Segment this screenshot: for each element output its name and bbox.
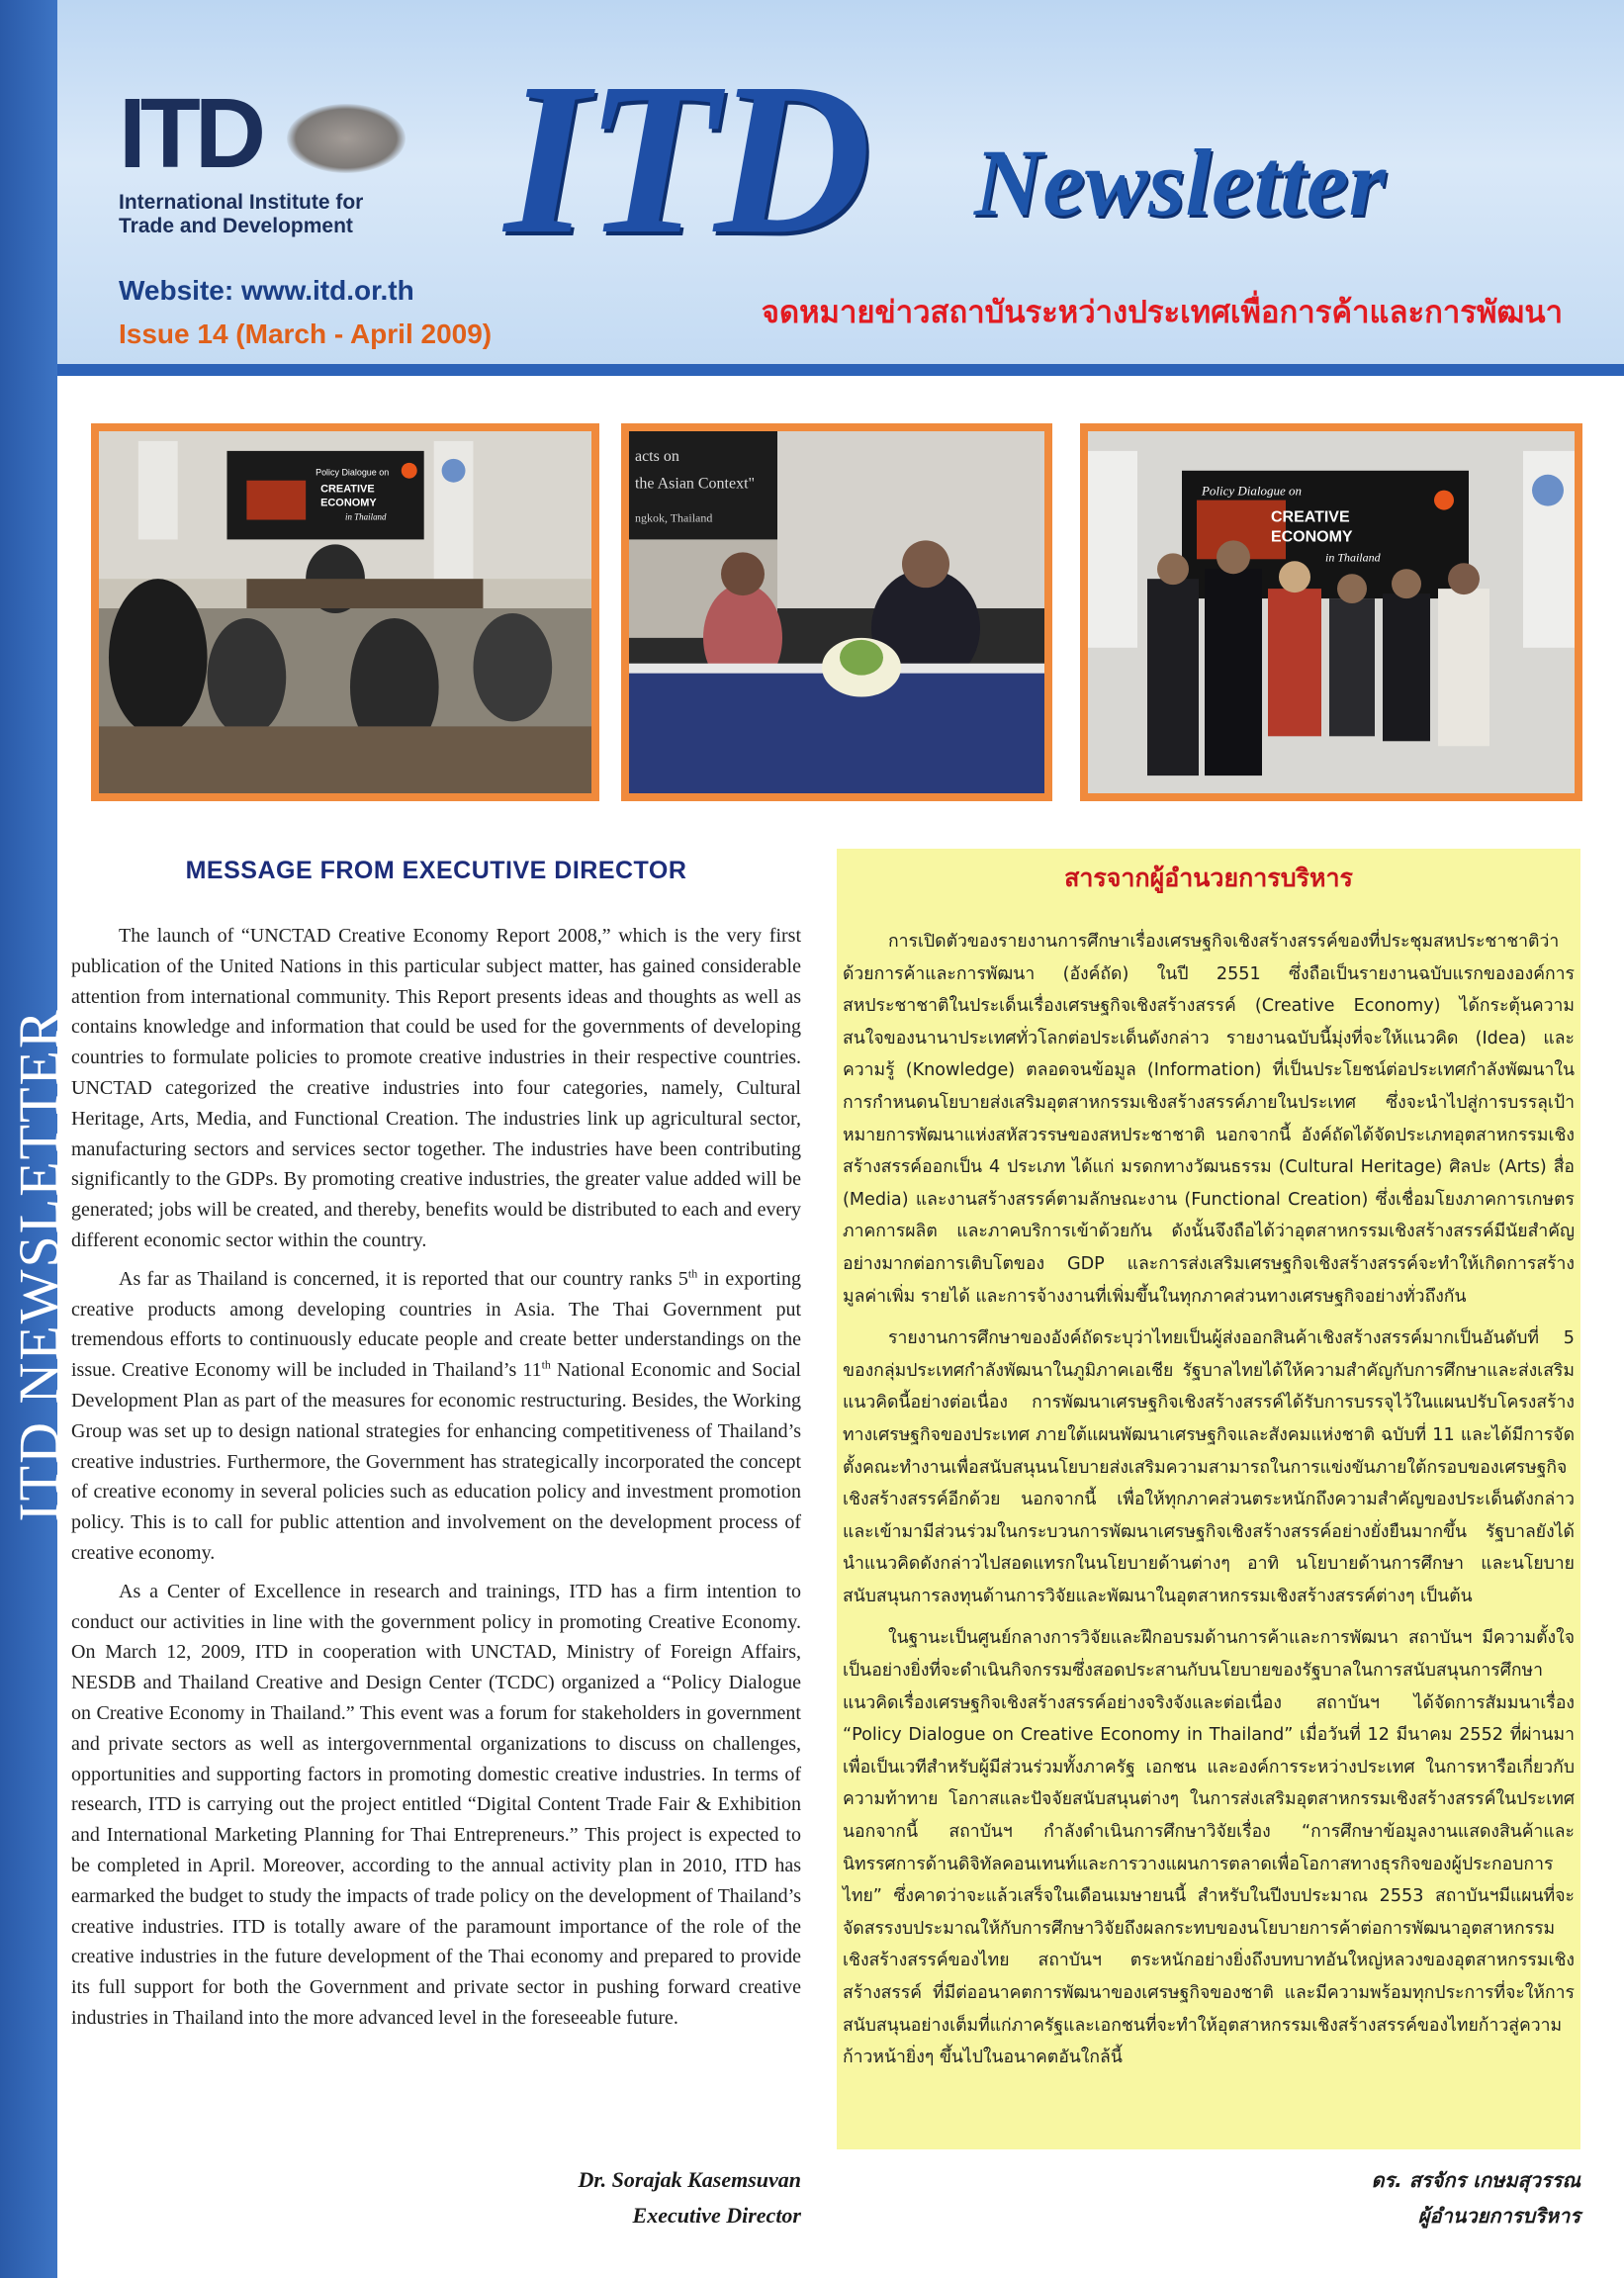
banner-text-2: CREATIVE [320,483,375,496]
banner-text-3: ngkok, Thailand [635,510,713,525]
thai-signature [837,2162,1580,2233]
banner-text-3: ECONOMY [320,497,377,509]
english-paragraph-1: The launch of “UNCTAD Creative Economy Report 2008,” which is the very first publication of the United Nations in this particular subject matter, has gained considerable attention from international community. This Report presents ideas and thoughts as well as contains knowledge and information that could be used for the governments of developing countries to formulate policies to promote creative industries in their respective countries. UNCTAD categorized the creative industries into four categories, namely, Cultural Heritage, Arts, Media, and Functional Creation. The industries link up agricultural sector, manufacturing sectors and services sector together. The industries have been contributing significantly to the GDPs. By promoting creative industries, the greater value added will be generated; jobs will be created, and thereby, benefits would be distributed to each and every different economic sector within the country. [71,925,801,1251]
english-paragraph-2 [71,1264,801,1569]
banner-text-2: CREATIVE [1271,508,1350,526]
banner-text-4: in Thailand [1325,550,1381,565]
event-photo-audience [91,423,599,801]
english-signature [71,2162,801,2233]
english-paragraph-3: As a Center of Excellence in research and trainings, ITD has a firm intention to conduct our activities in line with the government policy in promoting Creative Economy. On March 12, 2009, ITD in cooperation with UNCTAD, Ministry of Foreign Affairs, NESDB and Thailand Creative and Design Center (TCDC) organized a “Policy Dialogue on Creative Economy in Thailand.” This event was a forum for stakeholders in government and private sectors as well as intergovernmental organizations to discuss on challenges, opportunities and supporting factors in promoting domestic creative industries. In terms of research, ITD is carrying out the project entitled “Digital Content Trade Fair & Exhibition and International Marketing Planning for Thai Entrepreneurs.” This project is expected to be completed in April. Moreover, according to the annual activity plan in 2010, ITD has earmarked the budget to study the impacts of trade policy on the development of Thailand’s creative industries. ITD is totally aware of the paramount importance of the role of the creative industries in the future development of the Thai economy and prepared to provide its full support for both the Government and private sector in pushing forward creative industries in Thailand into the more advanced level in the foreseeable future. [71,1580,801,2029]
english-paragraph-2-part-c: National Economic and Social Development Plan as part of the measures for economic restructuring. Besides, the Working Group was set up to design national strategies for enhancing competitiveness of Thailand’s creative industries. Furthermore, the Government has strategically incorporated the concept of creative economy in several policies such as education policy and investment promotion policy. This is to call for public attention and involvement on the development process of creative economy. [71,1359,801,1564]
thai-signature-title: ผู้อำนวยการบริหาร [1417,2204,1580,2228]
sidebar-band [0,0,71,2278]
photo-scene-audience [99,431,591,793]
banner-text-1: acts on [635,447,679,465]
banner-text-4: in Thailand [345,511,387,522]
masthead-newsletter: Newsletter [974,130,1386,235]
english-paragraph-2-part-b: in exporting creative products among developing countries in Asia. The Thai Government put tremendous efforts to continuously educate people and create better understandings on the issue. Creative Economy will be included in Thailand’s 11 [71,1267,801,1382]
banner-text-1: Policy Dialogue on [1202,483,1303,499]
event-photo-panel [621,423,1052,801]
english-paragraph-2-part-a: As far as Thailand is concerned, it is reported that our country ranks 5 [119,1267,688,1290]
banner-text-3: ECONOMY [1271,528,1353,546]
banner-text-1: Policy Dialogue on [316,467,390,478]
thai-message-column [837,849,1580,2149]
sidebar-vertical-title: ITD NEWSLETTER [7,1008,71,1522]
thai-heading: สารจากผู้อำนวยการบริหาร [1064,864,1353,892]
photo-scene-panel [629,431,1044,793]
english-signature-name: Dr. Sorajak Kasemsuvan [578,2167,801,2192]
thai-masthead-title: จดหมายข่าวสถาบันระหว่างประเทศเพื่อการค้าและการพัฒนา [761,295,1563,330]
logo-swirl-graphic [287,104,406,173]
itd-logo [119,78,415,242]
logo-mark-text: ITD [119,78,261,189]
thai-paragraph-1: การเปิดตัวของรายงานการศึกษาเรื่องเศรษฐกิจเชิงสร้างสรรค์ของที่ประชุมสหประชาชาติว่าด้วยการค้าและการพัฒนา (อังค์ถัด) ในปี 2551 ซึ่งถือเป็นรายงานฉบับแรกขององค์การสหประชาชาติในประเด็นเรื่องเศรษฐกิจเชิงสร้างสรรค์ (Creative Economy) ได้กระตุ้นความสนใจของนานาประเทศทั่วโลกต่อประเด็นดังกล่าว รายงานฉบับนี้มุ่งที่จะให้แนวคิด (Idea) และความรู้ (Knowledge) ตลอดจนข้อมูล (Information) ที่เป็นประโยชน์ต่อประเทศกำลังพัฒนาในการกำหนดนโยบายส่งเสริมอุตสาหกรรมเชิงสร้างสรรค์ภายในประเทศ ซึ่งจะนำไปสู่การบรรลุเป้าหมายการพัฒนาแห่งสหัสวรรษของสหประชาชาติ นอกจากนี้ อังค์ถัดได้จัดประเภทอุตสาหกรรมเชิงสร้างสรรค์ออกเป็น 4 ประเภท ได้แก่ มรดกทางวัฒนธรรม (Cultural Heritage) ศิลปะ (Arts) สื่อ (Media) และงานสร้างสรรค์ตามลักษณะงาน (Functional Creation) ซึ่งเชื่อมโยงภาคการเกษตร ภาคการผลิต และภาคบริการเข้าด้วยกัน ดังนั้นจึงถือได้ว่าอุตสาหกรรมเชิงสร้างสรรค์มีนัยสำคัญอย่างมากต่อการเติบโตของ GDP และการส่งเสริมเศรษฐกิจเชิงสร้างสรรค์จะทำให้เกิดการสร้างมูลค่าเพิ่ม รายได้ และการจ้างงานที่เพิ่มขึ้นในทุกภาคส่วนทางเศรษฐกิจอย่างทั่วถึงกัน [843,932,1575,1307]
masthead-itd: ITD [504,38,867,279]
logo-subtitle-line-1: International Institute for [119,191,364,214]
english-message-column [71,857,801,2042]
logo-subtitle [119,191,363,238]
website-line: Website: www.itd.or.th [119,275,414,306]
event-photo-group [1080,423,1582,801]
thai-signature-name: ดร. สรจักร เกษมสุวรรณ [1371,2168,1580,2192]
logo-subtitle-line-2: Trade and Development [119,215,353,237]
thai-paragraph-2: รายงานการศึกษาของอังค์ถัดระบุว่าไทยเป็นผู้ส่งออกสินค้าเชิงสร้างสรรค์มากเป็นอันดับที่ 5 ของกลุ่มประเทศกำลังพัฒนาในภูมิภาคเอเชีย รัฐบาลไทยได้ให้ความสำคัญกับการศึกษาและส่งเสริมแนวคิดนี้อย่างต่อเนื่อง การพัฒนาเศรษฐกิจเชิงสร้างสรรค์ได้รับการบรรจุไว้ในแผนปรับโครงสร้างทางเศรษฐกิจของประเทศ ภายใต้แผนพัฒนาเศรษฐกิจและสังคมแห่งชาติ ฉบับที่ 11 และได้มีการจัดตั้งคณะทำงานเพื่อสนับสนุนนโยบายส่งเสริมความสามารถในการแข่งขันภายใต้กรอบของเศรษฐกิจเชิงสร้างสรรค์อีกด้วย นอกจากนี้ เพื่อให้ทุกภาคส่วนตระหนักถึงความสำคัญของประเด็นดังกล่าวและเข้ามามีส่วนร่วมในกระบวนการพัฒนาเศรษฐกิจเชิงสร้างสรรค์อย่างยั่งยืนมากขึ้น รัฐบาลยังได้นำแนวคิดดังกล่าวไปสอดแทรกในนโยบายด้านต่างๆ อาทิ นโยบายด้านการศึกษา และนโยบายสนับสนุนการลงทุนด้านการวิจัยและพัฒนาในอุตสาหกรรมเชิงสร้างสรรค์ต่างๆ เป็นต้น [843,1328,1575,1606]
banner-text-2: the Asian Context" [635,475,756,493]
photo-scene-group [1088,431,1575,793]
ordinal-suffix: th [687,1266,698,1281]
thai-paragraph-3: ในฐานะเป็นศูนย์กลางการวิจัยและฝึกอบรมด้านการค้าและการพัฒนา สถาบันฯ มีความตั้งใจเป็นอย่างยิ่งที่จะดำเนินกิจกรรมซึ่งสอดประสานกับนโยบายของรัฐบาลในการสนับสนุนการศึกษาแนวคิดเรื่องเศรษฐกิจเชิงสร้างสรรค์อย่างจริงจังและต่อเนื่อง สถาบันฯ ได้จัดการสัมมนาเรื่อง “Policy Dialogue on Creative Economy in Thailand” เมื่อวันที่ 12 มีนาคม 2552 ที่ผ่านมาเพื่อเป็นเวทีสำหรับผู้มีส่วนร่วมทั้งภาครัฐ เอกชน และองค์การระหว่างประเทศ ในการหารือเกี่ยวกับความท้าทาย โอกาสและปัจจัยสนับสนุนต่างๆ ในการส่งเสริมอุตสาหกรรมเชิงสร้างสรรค์ในประเทศ นอกจากนี้ สถาบันฯ กำลังดำเนินการศึกษาวิจัยเรื่อง “การศึกษาข้อมูลงานแสดงสินค้าและนิทรรศการด้านดิจิทัลคอนเทนท์และการวางแผนการตลาดเพื่อโอกาสทางธุรกิจของผู้ประกอบการไทย” ซึ่งคาดว่าจะแล้วเสร็จในเดือนเมษายนนี้ สำหรับในปีงบประมาณ 2553 สถาบันฯมีแผนที่จะจัดสรรงบประมาณให้กับการศึกษาวิจัยถึงผลกระทบของนโยบายการค้าต่อการพัฒนาอุตสาหกรรมเชิงสร้างสรรค์ของไทย สถาบันฯ ตระหนักอย่างยิ่งถึงบทบาทอันใหญ่หลวงของอุตสาหกรรมเชิงสร้างสรรค์ ที่มีต่ออนาคตการพัฒนาของเศรษฐกิจของชาติ และมีความพร้อมทุกประการที่จะให้การสนับสนุนอย่างเต็มที่แก่ภาครัฐและเอกชนที่จะทำให้อุตสาหกรรมเชิงสร้างสรรค์ของไทยก้าวสู่ความก้าวหน้ายิ่งๆ ขึ้นไปในอนาคตอันใกล้นี้ [843,1628,1575,2068]
english-signature-title: Executive Director [632,2203,801,2228]
english-heading: MESSAGE FROM EXECUTIVE DIRECTOR [185,857,687,884]
ordinal-suffix: th [541,1357,551,1372]
masthead-rule [57,364,1624,376]
issue-line: Issue 14 (March - April 2009) [119,319,493,349]
